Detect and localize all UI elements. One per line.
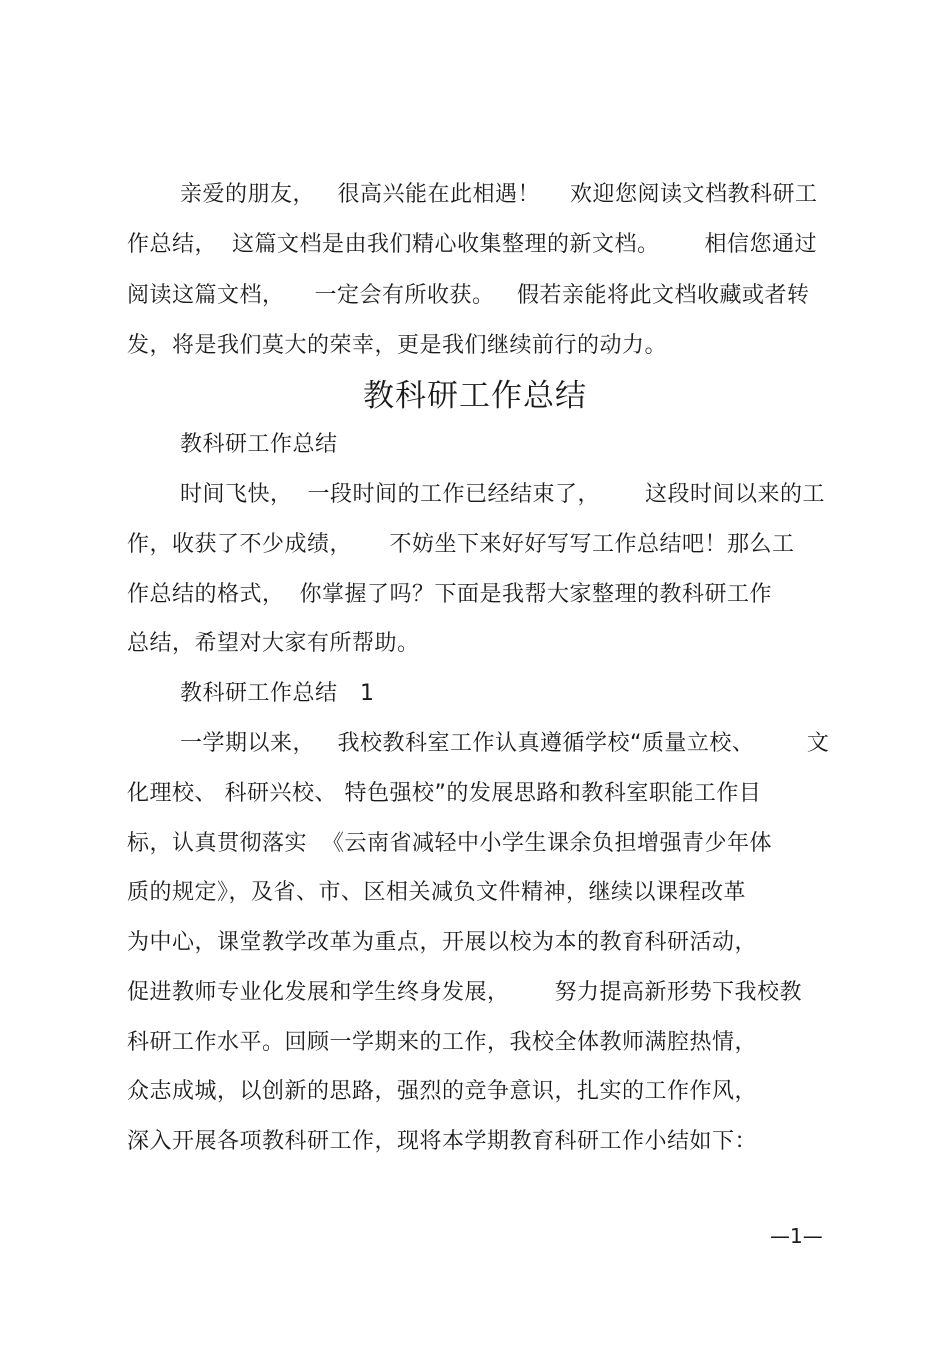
- paragraph-line: 标，认真贯彻落实 《云南省减轻中小学生课余负担增强青少年体: [127, 831, 772, 856]
- paragraph-line: 促进教师专业化发展和学生终身发展， 努力提高新形势下我校教: [127, 980, 802, 1005]
- paragraph-line: 一学期以来， 我校教科室工作认真遵循学校“质量立校、 文: [180, 731, 830, 756]
- paragraph-line: 时间飞快， 一段时间的工作已经结束了， 这段时间以来的工: [180, 482, 825, 507]
- page-number: —1—: [770, 1224, 823, 1248]
- paragraph-line: 作，收获了不少成绩， 不妨坐下来好好写写工作总结吧！那么工: [127, 532, 795, 557]
- paragraph-line: 科研工作水平。回顾一学期来的工作，我校全体教师满腔热情，: [127, 1030, 758, 1055]
- intro-line: 亲爱的朋友， 很高兴能在此相遇！ 欢迎您阅读文档教科研工: [180, 182, 818, 207]
- paragraph-line: 化理校、 科研兴校、 特色强校”的发展思路和教科室职能工作目: [127, 781, 762, 806]
- paragraph-line: 为中心，课堂教学改革为重点，开展以校为本的教育科研活动，: [127, 930, 758, 955]
- paragraph-line: 作总结的格式， 你掌握了吗？下面是我帮大家整理的教科研工作: [127, 582, 772, 607]
- paragraph-line: 总结，希望对大家有所帮助。: [127, 631, 420, 656]
- intro-line: 发，将是我们莫大的荣幸，更是我们继续前行的动力。: [127, 333, 668, 358]
- paragraph-line: 深入开展各项教科研工作，现将本学期教育科研工作小结如下：: [127, 1129, 758, 1154]
- document-title: 教科研工作总结: [363, 378, 587, 414]
- section-heading: 教科研工作总结: [180, 432, 338, 457]
- section-heading: 教科研工作总结 1: [180, 681, 375, 706]
- intro-line: 阅读这篇文档， 一定会有所收获。 假若亲能将此文档收藏或者转: [127, 283, 810, 308]
- paragraph-line: 众志成城，以创新的思路，强烈的竞争意识，扎实的工作作风，: [127, 1079, 758, 1104]
- paragraph-line: 质的规定》，及省、市、区相关减负文件精神，继续以课程改革: [127, 880, 747, 905]
- intro-line: 作总结， 这篇文档是由我们精心收集整理的新文档。 相信您通过: [127, 232, 817, 257]
